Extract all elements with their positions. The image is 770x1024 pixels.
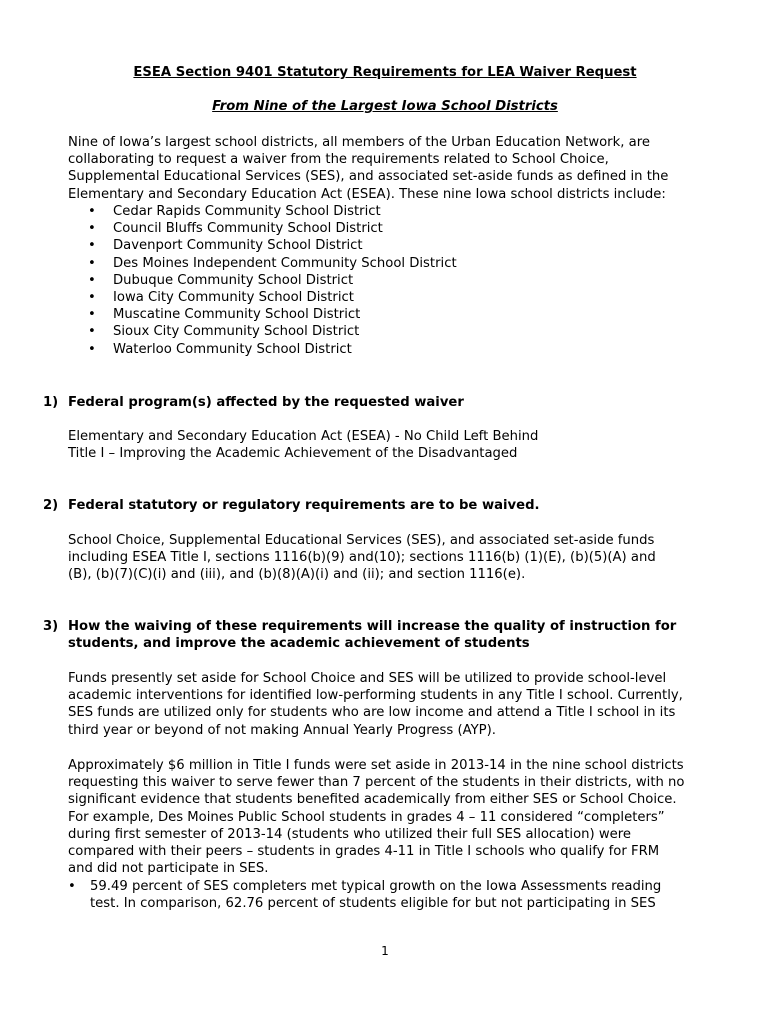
body-line: significant evidence that students benefited academically from either SES or School Choice.: [68, 792, 677, 808]
intro-paragraph: [68, 134, 733, 203]
section-1-heading: [43, 394, 733, 411]
section-2-body: [68, 532, 733, 584]
section-heading-text: [43, 618, 733, 652]
page-number: 1: [381, 944, 389, 958]
body-line: Title I – Improving the Academic Achievement of the Disadvantaged: [68, 446, 518, 462]
section-3-heading: [43, 618, 733, 652]
body-line: third year or beyond of not making Annual Yearly Progress (AYP).: [68, 722, 496, 738]
district-item: • Iowa City Community School District: [88, 289, 457, 306]
section-number: 2): [43, 498, 59, 513]
body-line: For example, Des Moines Public School students in grades 4 – 11 considered “completers”: [68, 809, 665, 825]
bullet-text: [68, 878, 733, 912]
document-subtitle: From Nine of the Largest Iowa School Districts: [212, 99, 558, 114]
district-item: • Dubuque Community School District: [88, 272, 457, 289]
heading-line: How the waiving of these requirements will increase the quality of instruction for: [68, 619, 677, 634]
body-line: compared with their peers – students in grades 4-11 in Title I schools who qualify for FRM: [68, 844, 660, 860]
body-line: requesting this waiver to serve fewer than 7 percent of the students in their districts, with no: [68, 775, 685, 791]
section-number: 1): [43, 395, 59, 410]
district-item: • Davenport Community School District: [88, 237, 457, 254]
body-line: and did not participate in SES.: [68, 861, 269, 877]
section-heading-text: Federal statutory or regulatory requirements are to be waived.: [68, 498, 540, 513]
body-line: SES funds are utilized only for students who are low income and attend a Title I school in its: [68, 705, 676, 721]
district-item: • Council Bluffs Community School District: [88, 220, 457, 237]
body-line: Funds presently set aside for School Choice and SES will be utilized to provide school-level: [68, 671, 667, 686]
body-line: including ESEA Title I, sections 1116(b)(9) and(10); sections 1116(b) (1)(E), (b)(5)(A) and: [68, 550, 656, 566]
heading-line: students, and improve the academic achievement of students: [68, 636, 530, 652]
section-2-heading: [43, 497, 733, 514]
intro-line: Elementary and Secondary Education Act (ESEA). These nine Iowa school districts include:: [68, 186, 666, 202]
district-item: • Cedar Rapids Community School District: [88, 203, 457, 220]
section-1-body: [68, 428, 733, 462]
body-line: academic interventions for identified low-performing students in any Title I school. Currently,: [68, 688, 683, 704]
district-list: [88, 203, 457, 358]
district-item: • Waterloo Community School District: [88, 341, 457, 358]
section-3-paragraph-1: [68, 670, 733, 739]
section-number: 3): [43, 619, 59, 634]
body-line: Elementary and Secondary Education Act (ESEA) - No Child Left Behind: [68, 429, 539, 444]
intro-line: collaborating to request a waiver from the requirements related to School Choice,: [68, 152, 609, 168]
body-line: during first semester of 2013-14 (students who utilized their full SES allocation) were: [68, 826, 632, 842]
bullet-line: 59.49 percent of SES completers met typical growth on the Iowa Assessments reading: [90, 879, 662, 894]
body-line: (B), (b)(7)(C)(i) and (iii), and (b)(8)(A)(i) and (ii); and section 1116(e).: [68, 567, 526, 583]
body-line: Approximately $6 million in Title I funds were set aside in 2013-14 in the nine school districts: [68, 758, 684, 773]
section-3-paragraph-2: [68, 757, 733, 877]
intro-line: Nine of Iowa’s largest school districts, all members of the Urban Education Network, are: [68, 135, 650, 150]
intro-line: Supplemental Educational Services (SES), and associated set-aside funds as defined in the: [68, 169, 669, 185]
district-item: • Des Moines Independent Community School District: [88, 255, 457, 272]
section-3-bullet: [68, 878, 733, 912]
district-item: • Sioux City Community School District: [88, 323, 457, 340]
district-item: • Muscatine Community School District: [88, 306, 457, 323]
body-line: School Choice, Supplemental Educational Services (SES), and associated set-aside funds: [68, 533, 655, 548]
bullet-dot: •: [68, 879, 76, 894]
document-title: ESEA Section 9401 Statutory Requirements for LEA Waiver Request: [133, 65, 637, 80]
bullet-line: test. In comparison, 62.76 percent of students eligible for but not participating in SES: [90, 896, 656, 912]
section-heading-text: Federal program(s) affected by the requested waiver: [68, 395, 464, 410]
